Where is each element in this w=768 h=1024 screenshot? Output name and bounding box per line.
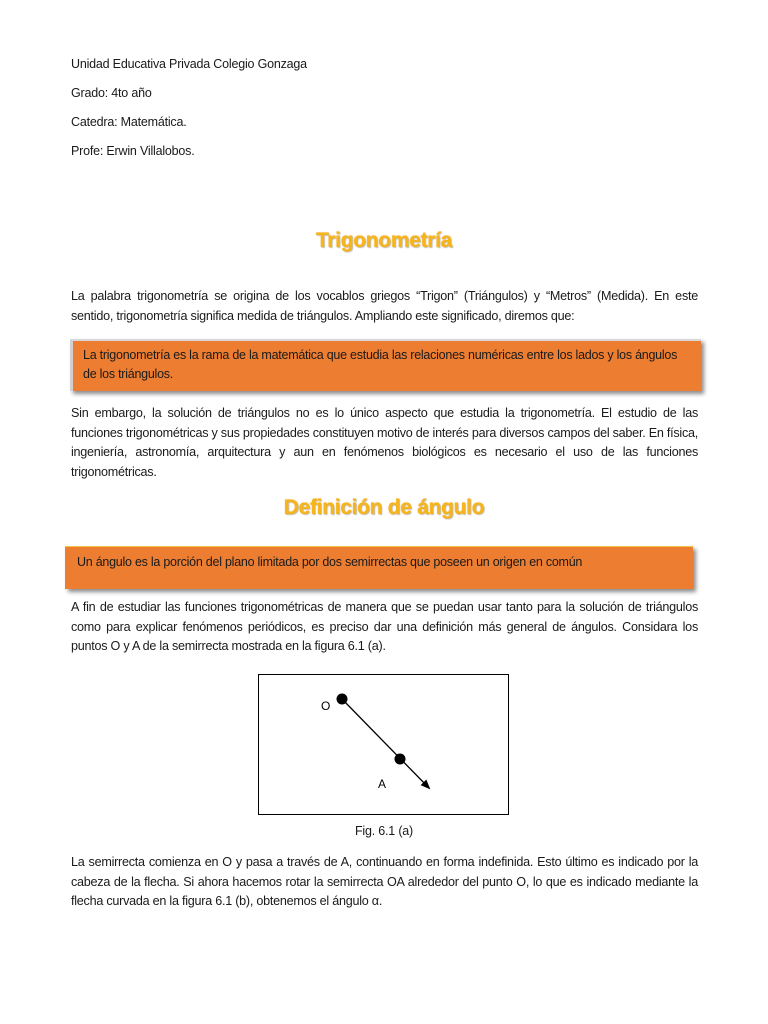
school-name: Unidad Educativa Privada Colegio Gonzaga [71,57,307,71]
angle-definition-box [65,546,693,589]
definition-text: La trigonometría es la rama de la matemática que estudia las relaciones numéricas entre los lados y los ángulos de los triángulos. [83,348,678,381]
label-a: A [378,777,387,791]
closing-paragraph: La semirrecta comienza en O y pasa a través de A, continuando en forma indefinida. Esto último es indicado por la cabeza de la flecha. Si ahora hacemos rotar la semirrecta OA alrededor del punto O, lo que es indicado mediante la flecha curvada en la figura 6.1 (b), obtenemos el ángulo α. [71,855,698,908]
section-title-angulo: Definición de ángulo [283,496,485,519]
definition-highlight-box [70,339,701,391]
subject-line: Catedra: Matemática. [71,115,187,129]
ray-diagram [259,675,508,814]
angle-definition-text: Un ángulo es la porción del plano limitada por dos semirrectas que poseen un origen en común [77,555,583,569]
intro-paragraph: La palabra trigonometría se origina de los vocablos griegos “Trigon” (Triángulos) y “Metros” (Medida). En este sentido, trigonometría significa medida de triángulos. Ampliando este significado, diremos que: [71,289,698,323]
section-title-trigonometria: Trigonometría [315,229,453,252]
ray-line [342,699,429,788]
teacher-line: Profe: Erwin Villalobos. [71,144,195,158]
point-o [337,694,348,705]
figure-caption: Fig. 6.1 (a) [354,824,414,838]
point-a [395,754,406,765]
grade-line: Grado: 4to año [71,86,152,100]
label-o: O [321,699,331,713]
body-paragraph-1: Sin embargo, la solución de triángulos no es lo único aspecto que estudia la trigonometría. El estudio de las funciones trigonométricas y sus propiedades constituyen motivo de interés para diversos campos del saber. En física, ingeniería, astronomía, arquitectura y aun en fenómenos biológicos es necesario el uso de las funciones trigonométricas. [71,406,698,479]
figure-ray-oa [258,674,509,815]
body-paragraph-2: A fin de estudiar las funciones trigonométricas de manera que se puedan usar tanto para la solución de triángulos como para explicar fenómenos periódicos, es preciso dar una definición más general de ángulos. Considara los puntos O y A de la semirrecta mostrada en la figura 6.1 (a). [71,600,698,653]
